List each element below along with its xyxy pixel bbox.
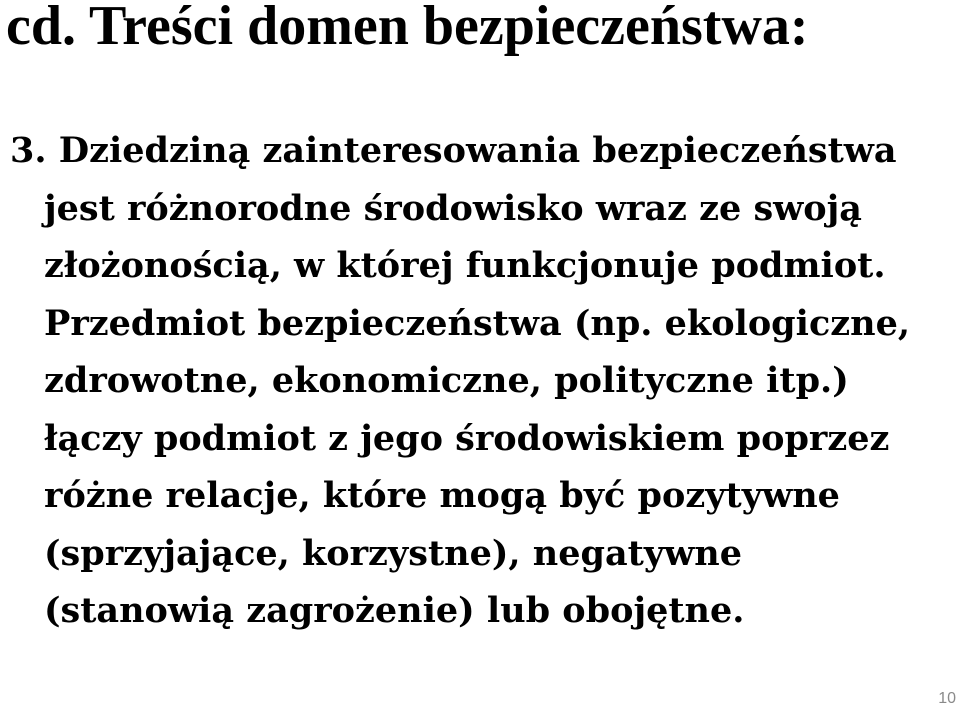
body-line-1: 3. Dziedziną zainteresowania bezpieczeństwa — [10, 130, 897, 171]
body-line-9: (stanowią zagrożenie) lub obojętne. — [44, 590, 745, 631]
body-line-3: złożonością, w której funkcjonuje podmiot. — [44, 245, 886, 286]
slide-body — [10, 122, 910, 640]
slide-number: 10 — [938, 690, 956, 707]
slide-title: cd. Treści domen bezpieczeństwa: — [6, 0, 809, 57]
body-line-5: zdrowotne, ekonomiczne, polityczne itp.) — [44, 360, 849, 401]
body-line-8: (sprzyjające, korzystne), negatywne — [44, 532, 743, 574]
body-line-7: różne relacje, które mogą być pozytywne — [44, 475, 840, 516]
body-line-4: Przedmiot bezpieczeństwa (np. ekologiczne, — [44, 302, 911, 344]
body-line-6: łączy podmiot z jego środowiskiem poprzez — [44, 417, 890, 459]
body-line-2: jest różnorodne środowisko wraz ze swoją — [44, 187, 862, 229]
